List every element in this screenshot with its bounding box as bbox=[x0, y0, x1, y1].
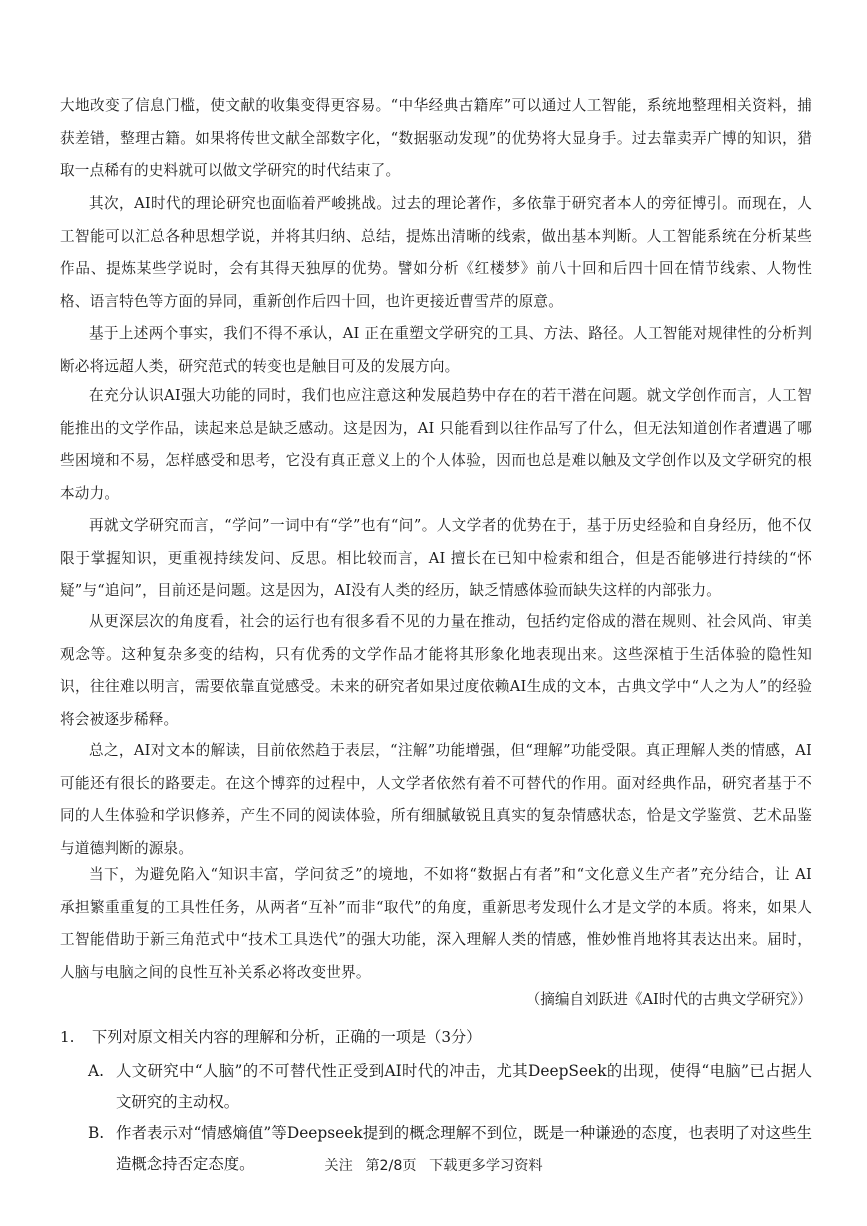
download-link[interactable]: 下载更多学习资料 bbox=[429, 1158, 543, 1174]
paragraph-4: 在充分认识AI强大功能的同时，我们也应注意这种发展趋势中存在的若干潜在问题。就文学创作而言，人工智能推出的文学作品，读起来总是缺乏感动。这是因为，AI 只能看到以往作品写了什么，但无法知道创作者遭遇了哪些困境和不易，怎样感受和思考，它没有真正意义上的个人体验，因而也总是难以触及文学创作以及文学研究的根本动力。 bbox=[60, 387, 812, 502]
paragraph-5: 再就文学研究而言，“学问”一词中有“学”也有“问”。人文学者的优势在于，基于历史经验和自身经历，他不仅限于掌握知识，更重视持续发问、反思。相比较而言，AI 擅长在已知中检索和组合，但是否能够进行持续的“怀疑”与“追问”，目前还是问题。这是因为，AI没有人类的经历，缺乏情感体验而缺失这样的内部张力。 bbox=[60, 517, 812, 599]
page-number: 第2/8页 bbox=[365, 1158, 417, 1174]
option-letter: A. bbox=[88, 1062, 105, 1080]
option-a bbox=[88, 1056, 812, 1118]
option-text: 人文研究中“人脑”的不可替代性正受到AI时代的冲击，尤其DeepSeek的出现，使得“电脑”已占据人文研究的主动权。 bbox=[116, 1062, 812, 1111]
paragraph-6: 从更深层次的角度看，社会的运行也有很多看不见的力量在推动，包括约定俗成的潜在规则、社会风尚、审美观念等。这种复杂多变的结构，只有优秀的文学作品才能将其形象化地表现出来。这些深植于生活体验的隐性知识，往往难以明言，需要依靠直觉感受。未来的研究者如果过度依赖AI生成的文本，古典文学中“人之为人”的经验将会被逐步稀释。 bbox=[60, 613, 812, 728]
paragraph-7: 总之，AI对文本的解读，目前依然趋于表层，“注解”功能增强，但“理解”功能受限。真正理解人类的情感，AI 可能还有很长的路要走。在这个博弈的过程中，人文学者依然有着不可替代的作用。面对经典作品，研究者基于不同的人生体验和学识修养，产生不同的阅读体验，所有细腻敏锐且真实的复杂情感状态，恰是文学鉴赏、艺术品鉴与道德判断的源泉。 bbox=[60, 742, 812, 857]
paragraph-1: 大地改变了信息门槛，使文献的收集变得更容易。“中华经典古籍库”可以通过人工智能，系统地整理相关资料，捕获差错，整理古籍。如果将传世文献全部数字化，“数据驱动发现”的优势将大显身手。过去靠卖弄广博的知识，猎取一点稀有的史料就可以做文学研究的时代结束了。 bbox=[60, 97, 812, 179]
paragraph-8: 当下，为避免陷入“知识丰富，学问贫乏”的境地，不如将“数据占有者”和“文化意义生产者”充分结合，让 AI 承担繁重重复的工具性任务，从两者“互补”而非“取代”的角度，重新思考发现什么才是文学的本质。将来，如果人工智能借助于新三角范式中“技术工具迭代”的强大功能，深入理解人类的情感，惟妙惟肖地将其表达出来。届时，人脑与电脑之间的良性互补关系必将改变世界。 bbox=[60, 866, 812, 981]
question-number: 1. bbox=[60, 1028, 75, 1046]
question-stem: 下列对原文相关内容的理解和分析，正确的一项是（3分） bbox=[92, 1028, 482, 1046]
paragraph-2: 其次，AI时代的理论研究也面临着严峻挑战。过去的理论著作，多依靠于研究者本人的旁征博引。而现在，人工智能可以汇总各种思想学说，并将其归纳、总结，提炼出清晰的线索，做出基本判断。人工智能系统在分析某些作品、提炼某些学说时，会有其得天独厚的优势。譬如分析《红楼梦》前八十回和后四十回在情节线索、人物性格、语言特色等方面的异同，重新创作后四十回，也许更接近曹雪芹的原意。 bbox=[60, 195, 812, 310]
paragraph-3: 基于上述两个事实，我们不得不承认，AI 正在重塑文学研究的工具、方法、路径。人工智能对规律性的分析判断必将远超人类，研究范式的转变也是触目可及的发展方向。 bbox=[60, 325, 812, 375]
source-citation: （摘编自刘跃进《AI时代的古典文学研究》） bbox=[525, 991, 812, 1008]
option-text: 作者表示对“情感熵值”等Deepseek提到的概念理解不到位，既是一种谦逊的态度，也表明了对这些生造概念持否定态度。 bbox=[116, 1124, 812, 1173]
page-footer bbox=[0, 1156, 867, 1176]
follow-link[interactable]: 关注 bbox=[324, 1158, 353, 1174]
option-letter: B. bbox=[88, 1124, 105, 1142]
